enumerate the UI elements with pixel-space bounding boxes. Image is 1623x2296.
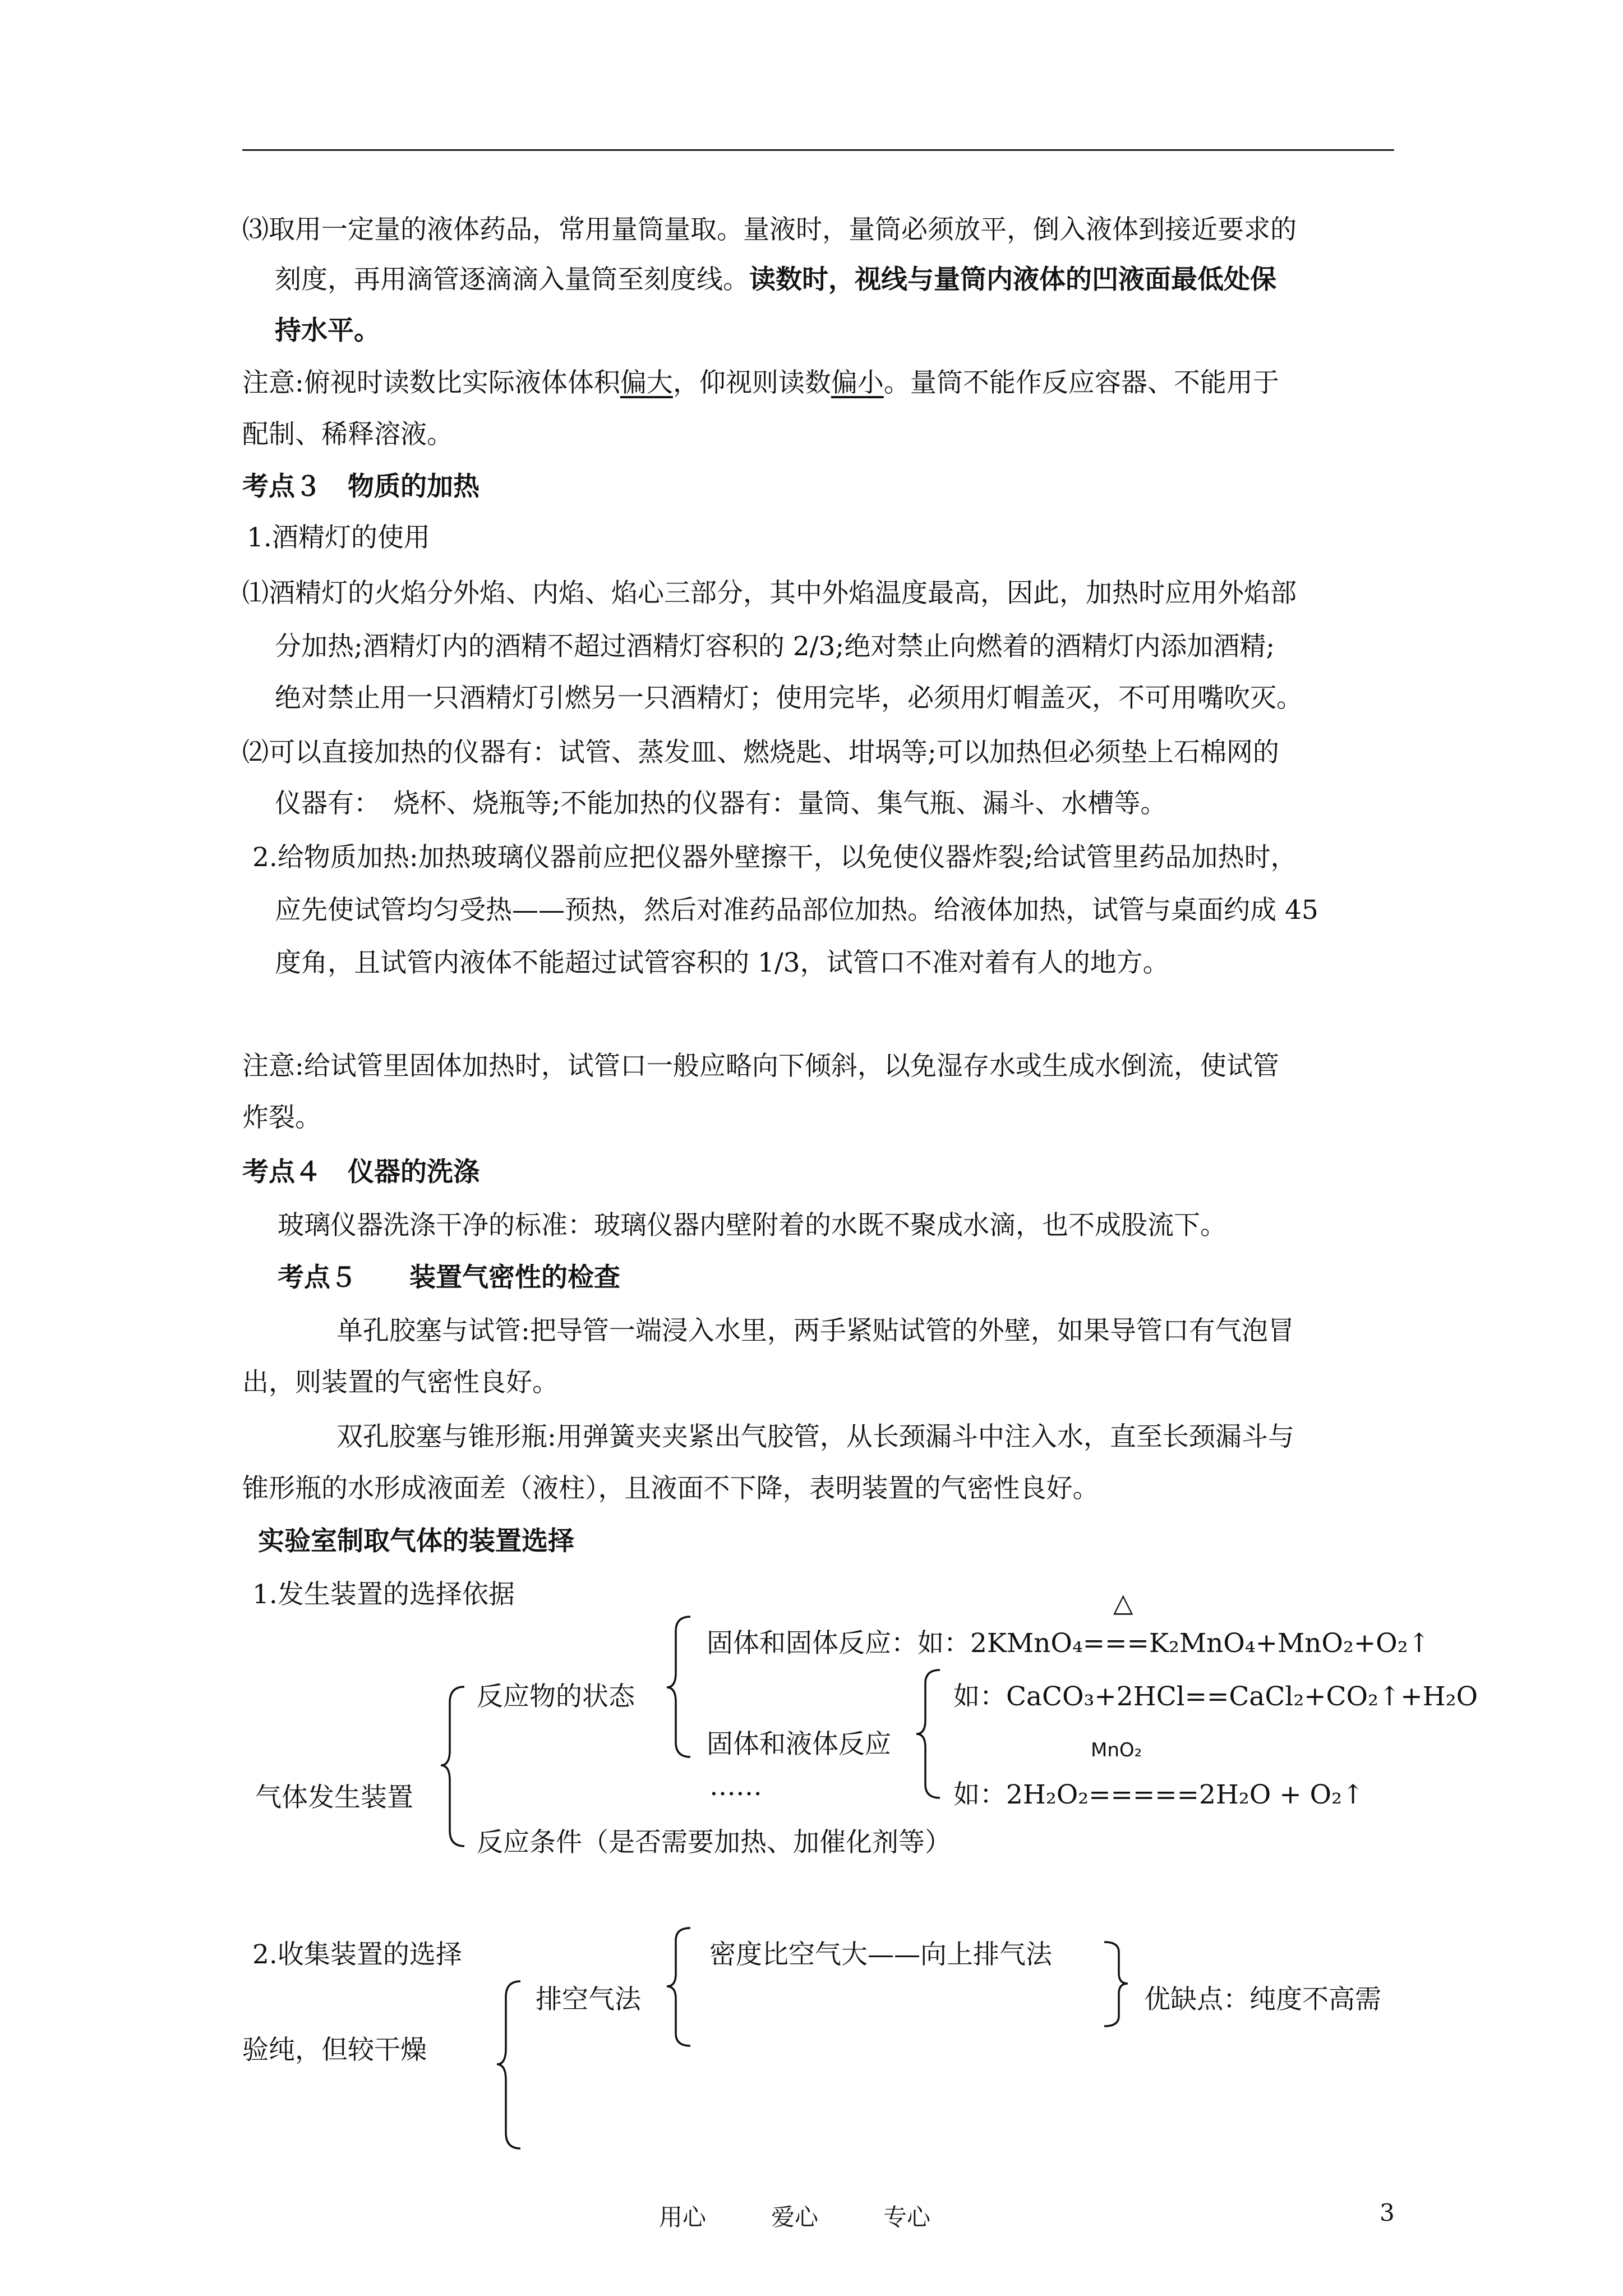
text: 。量筒不能作反应容器、不能用于 [883, 367, 1279, 398]
paragraph-line: 出，则装置的气密性良好。 [242, 1367, 559, 1398]
diagram-root: 气体发生装置 [255, 1782, 413, 1813]
pros-cons-continued: 验纯，但较干燥 [242, 2035, 427, 2065]
solid-solid-reaction: 固体和固体反应：如：2KMnO₄===K₂MnO₄+MnO₂+O₂↑ [707, 1628, 1430, 1659]
collection-title: 2.收集装置的选择 [252, 1939, 462, 1970]
paragraph-line: 仪器有： 烧杯、烧瓶等;不能加热的仪器有：量筒、集气瓶、漏斗、水槽等。 [275, 788, 1167, 819]
brace-state [665, 1616, 693, 1761]
catalyst-label: MnO₂ [1091, 1739, 1142, 1761]
footer-text: 用心 [659, 2203, 707, 2231]
brace-pros-cons [1102, 1941, 1130, 2031]
note-line: 注意:给试管里固体加热时，试管口一般应略向下倾斜，以免湿存水或生成水倒流，使试管 [242, 1051, 1279, 1082]
note-line: 炸裂。 [242, 1102, 321, 1133]
ellipsis: …… [709, 1771, 762, 1802]
pros-cons: 优缺点：纯度不高需 [1144, 1984, 1381, 2015]
reactant-state-label: 反应物的状态 [477, 1681, 635, 1712]
section-heading: 实验室制取气体的装置选择 [258, 1526, 574, 1557]
section-heading: 考点４ 仪器的洗涤 [242, 1157, 479, 1188]
paragraph-line: 绝对禁止用一只酒精灯引燃另一只酒精灯；使用完毕，必须用灯帽盖灭，不可用嘴吹灭。 [275, 683, 1303, 714]
air-displacement-label: 排空气法 [536, 1984, 641, 2015]
text: 注意:俯视时读数比实际液体体积 [242, 367, 620, 398]
paragraph-line: 应先使试管均匀受热——预热，然后对准药品部位加热。给液体加热，试管与桌面约成 45 [275, 895, 1318, 926]
brace-air-method [665, 1927, 693, 2050]
paragraph-line: 双孔胶塞与锥形瓶:用弹簧夹夹紧出气胶管，从长颈漏斗中注入水，直至长颈漏斗与 [336, 1421, 1294, 1452]
brace-solid-liquid [914, 1669, 942, 1803]
subsection-heading: 1.酒精灯的使用 [247, 522, 430, 553]
solid-liquid-reaction: 固体和液体反应 [707, 1729, 891, 1760]
paragraph-line: ⑵可以直接加热的仪器有：试管、蒸发皿、燃烧匙、坩埚等;可以加热但必须垫上石棉网的 [242, 737, 1279, 768]
denser-than-air: 密度比空气大——向上排气法 [709, 1939, 1052, 1970]
brace-root [439, 1686, 467, 1848]
underlined-text: 偏小 [831, 367, 884, 398]
paragraph-line: 2.给物质加热:加热玻璃仪器前应把仪器外壁擦干，以免使仪器炸裂;给试管里药品加热时， [252, 842, 1297, 873]
section-heading: 考点５ 装置气密性的检查 [278, 1262, 620, 1293]
paragraph-line: 度角，且试管内液体不能超过试管容积的 1/3，试管口不准对着有人的地方。 [275, 947, 1169, 978]
heat-symbol: △ [1113, 1588, 1133, 1618]
page-number: 3 [1380, 2199, 1395, 2226]
bold-text: 读数时，视线与量筒内液体的凹液面最低处保 [749, 264, 1276, 295]
example-reaction: 如：CaCO₃+2HCl==CaCl₂+CO₂↑+H₂O [953, 1681, 1478, 1712]
paragraph-line: ⑴酒精灯的火焰分外焰、内焰、焰心三部分，其中外焰温度最高，因此，加热时应用外焰部 [242, 578, 1297, 609]
note-line: 配制、稀释溶液。 [242, 419, 453, 450]
paragraph-line [275, 260, 1276, 300]
paragraph-line: 锥形瓶的水形成液面差（液柱），且液面不下降，表明装置的气密性良好。 [242, 1473, 1099, 1504]
brace-collection [495, 1980, 523, 2154]
underlined-text: 偏大 [620, 367, 673, 398]
paragraph-line: 持水平。 [275, 315, 380, 346]
text: ，仰视则读数 [672, 367, 831, 398]
paragraph-line: ⑶取用一定量的液体药品，常用量筒量取。量液时，量筒必须放平，倒入液体到接近要求的 [242, 214, 1297, 245]
paragraph-line: 玻璃仪器洗涤干净的标准：玻璃仪器内壁附着的水既不聚成水滴，也不成股流下。 [278, 1210, 1227, 1241]
note-line [242, 364, 1279, 403]
footer-text: 爱心 [771, 2203, 819, 2231]
footer-text: 专心 [883, 2203, 931, 2231]
section-heading: 考点３ 物质的加热 [242, 471, 479, 502]
example-reaction: 如：2H₂O₂=====2H₂O + O₂↑ [953, 1779, 1364, 1810]
paragraph-line: 单孔胶塞与试管:把导管一端浸入水里，两手紧贴试管的外壁，如果导管口有气泡冒 [336, 1315, 1294, 1346]
text: 刻度，再用滴管逐滴滴入量筒至刻度线。 [275, 264, 749, 295]
paragraph-line: 分加热;酒精灯内的酒精不超过酒精灯容积的 2/3;绝对禁止向燃着的酒精灯内添加酒精; [275, 631, 1275, 662]
reaction-condition-label: 反应条件（是否需要加热、加催化剂等） [477, 1827, 951, 1858]
subsection-heading: 1.发生装置的选择依据 [252, 1579, 515, 1610]
header-rule [242, 149, 1394, 151]
